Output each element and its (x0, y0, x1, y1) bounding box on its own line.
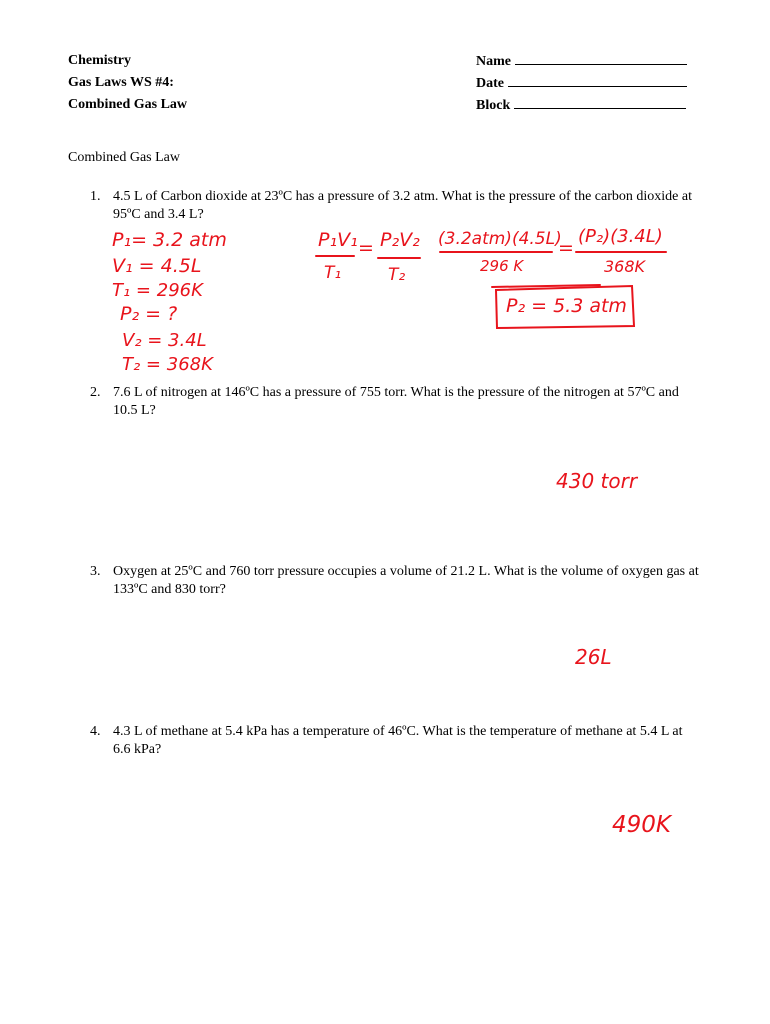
given-p2: P₂ = ? (120, 303, 178, 325)
section-title: Combined Gas Law (68, 150, 180, 165)
question-number: 1. (90, 189, 101, 204)
date-label: Date (476, 76, 504, 91)
given-t2: T₂ = 368K (122, 354, 213, 375)
formula-num-left: P₁V₁ (318, 229, 358, 251)
question-text: 4.3 L of methane at 5.4 kPa has a temperature of 46ºC. What is the temperature of methane at 5.4 L at 6.6 kPa? (113, 724, 683, 757)
question-number: 3. (90, 564, 101, 579)
q4-answer: 490K (612, 812, 671, 838)
sub-num-left: (3.2atm)(4.5L) (438, 229, 562, 249)
sub-eq: = (558, 237, 574, 259)
q2-answer: 430 torr (556, 469, 638, 493)
given-v1: V₁ = 4.5L (112, 255, 202, 277)
question-text: Oxygen at 25ºC and 760 torr pressure occupies a volume of 21.2 L. What is the volume of oxygen gas at 133ºC and 830 torr? (113, 564, 699, 597)
formula-den-right: T₂ (388, 265, 406, 285)
given-v2: V₂ = 3.4L (122, 330, 207, 351)
question-text: 7.6 L of nitrogen at 146ºC has a pressure of 755 torr. What is the pressure of the nitrogen at 57ºC and 10.5 L? (113, 385, 679, 418)
sub-den-left: 296 K (480, 257, 524, 275)
question-number: 4. (90, 724, 101, 739)
header-subject: Chemistry (68, 53, 131, 68)
formula-eq: = (358, 237, 374, 259)
block-label: Block (476, 98, 511, 113)
q1-answer: P₂ = 5.3 atm (506, 295, 627, 317)
question-number: 2. (90, 385, 101, 400)
question-text: 4.5 L of Carbon dioxide at 23ºC has a pressure of 3.2 atm. What is the pressure of the carbon dioxide at 95ºC and 3.4 L? (113, 189, 692, 222)
sub-den-right: 368K (604, 257, 646, 276)
header-worksheet: Gas Laws WS #4: (68, 75, 174, 90)
q3-answer: 26L (575, 645, 612, 669)
given-p1: P₁= 3.2 atm (112, 229, 227, 251)
formula-den-left: T₁ (324, 263, 342, 283)
sub-num-right: (P₂)(3.4L) (578, 226, 663, 247)
name-label: Name (476, 54, 511, 69)
given-t1: T₁ = 296K (112, 280, 203, 301)
formula-num-right: P₂V₂ (380, 229, 420, 251)
header-topic: Combined Gas Law (68, 97, 188, 112)
